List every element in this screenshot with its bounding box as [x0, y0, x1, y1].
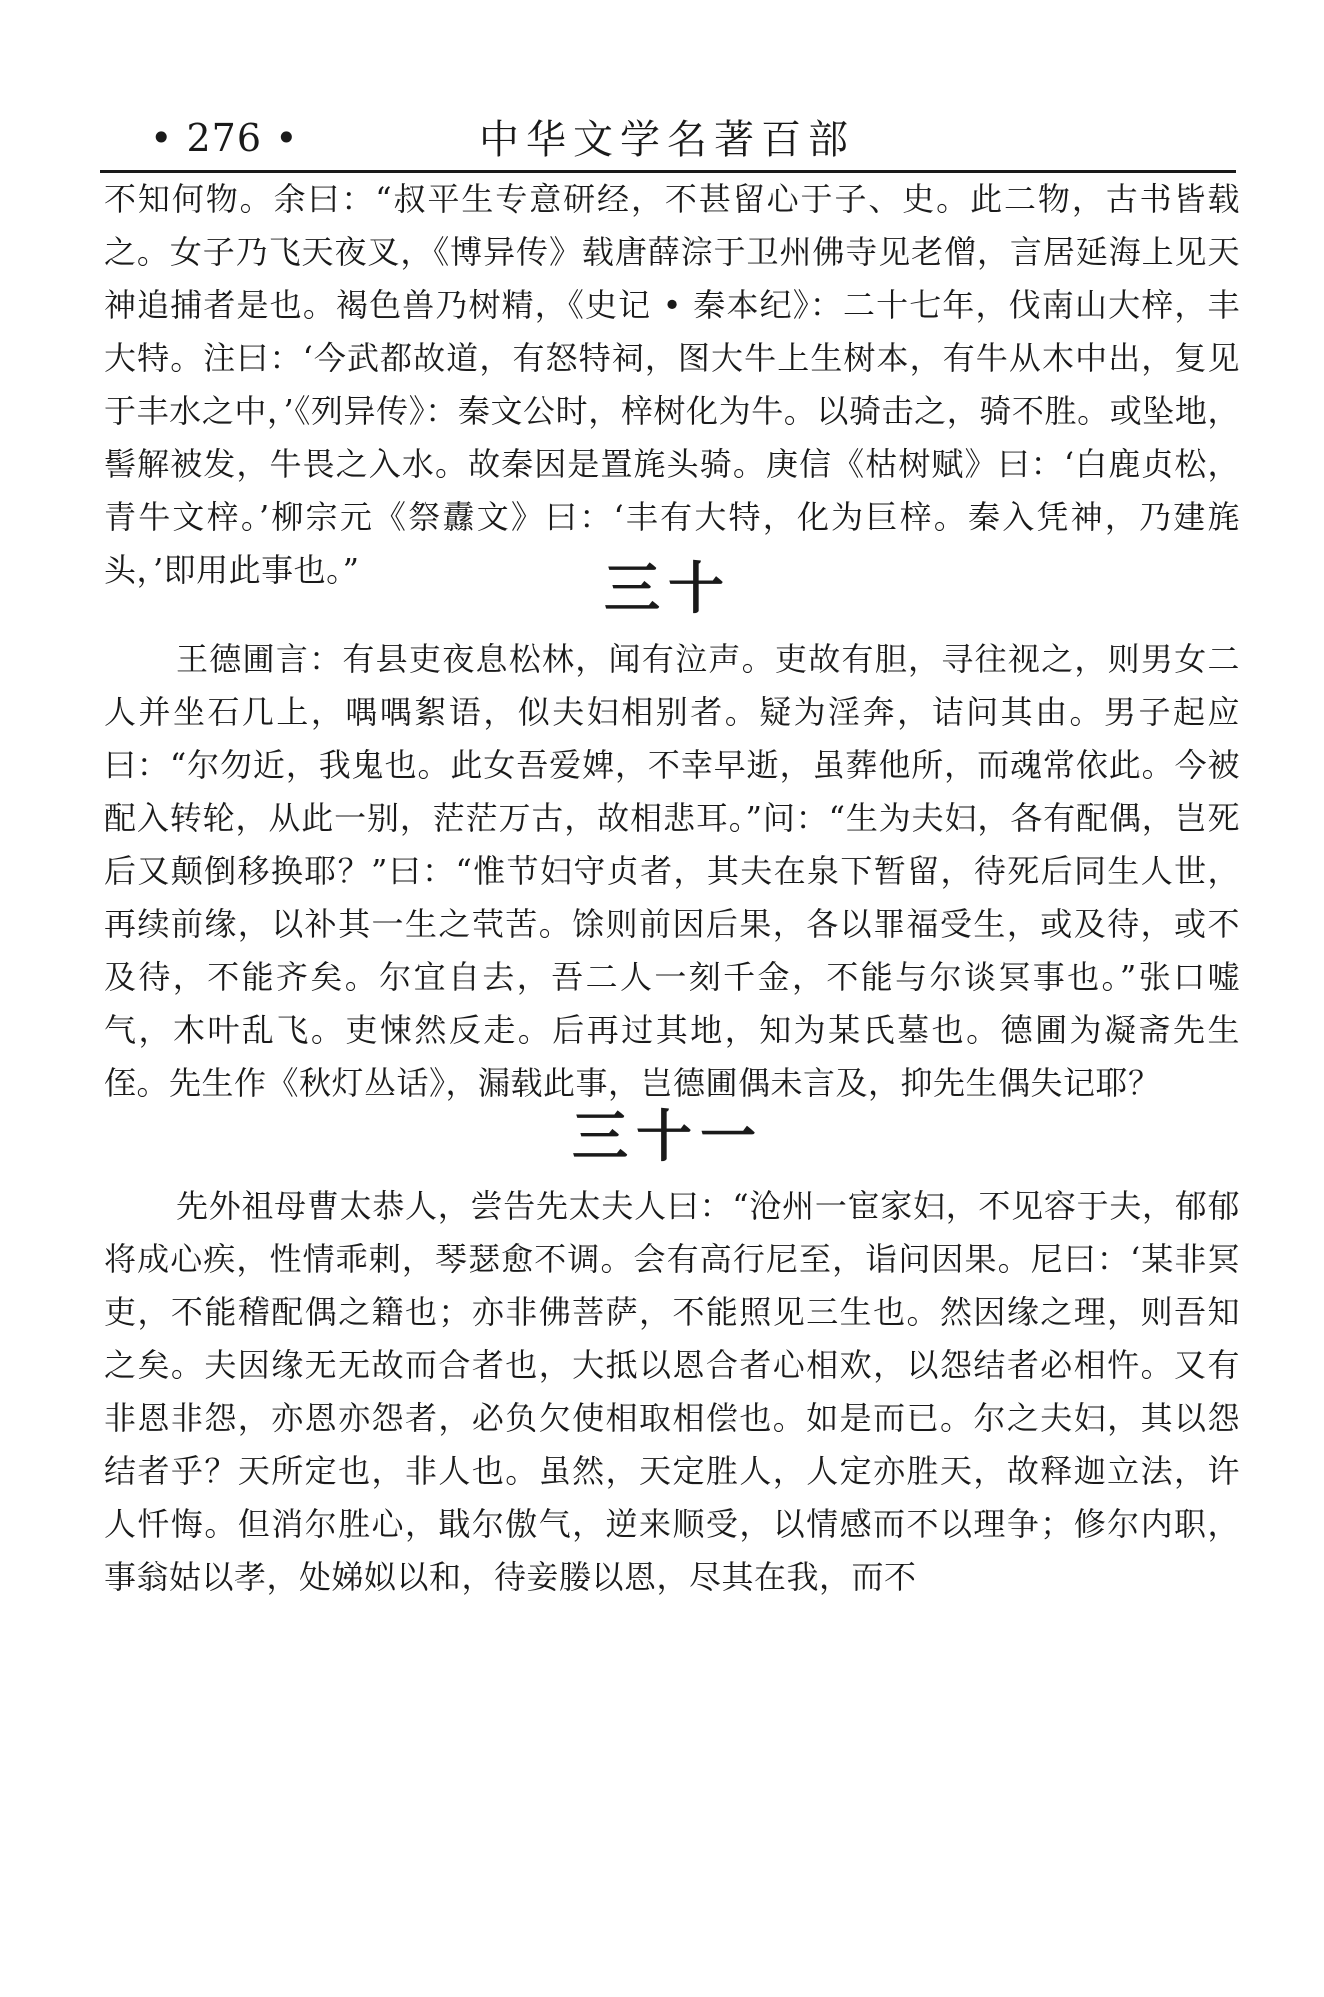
continued-paragraph: 不知何物。余曰：“叔平生专意研经，不甚留心于子、史。此二物，古书皆载之。女子乃飞天夜叉，《博异传》载唐薛淙于卫州佛寺见老僧，言居延海上见天神追捕者是也。褐色兽乃树精，《史记 • 秦本纪》：二十七年，伐南山大梓，丰大特。注曰：‘今武都故道，有怒特祠，图大牛上生树本，有牛从木中出，复见于丰水之中，’《列异传》：秦文公时，梓树化为牛。以骑击之，骑不胜。或坠地，髻解被发，牛畏之入水。故秦因是置旄头骑。庚信《枯树赋》曰：‘白鹿贞松，青牛文梓。’柳宗元《祭纛文》曰：‘丰有大特，化为巨梓。秦入凭神，乃建旄头，’即用此事也。”: [104, 180, 1240, 589]
section-heading-30: 三十: [604, 557, 732, 622]
section-31-paragraph: 先外祖母曹太恭人，尝告先太夫人曰：“沧州一宦家妇，不见容于夫，郁郁将成心疾，性情乖剌，琴瑟愈不调。会有高行尼至，诣问因果。尼曰：‘某非冥吏，不能稽配偶之籍也；亦非佛菩萨，不能照见三生也。然因缘之理，则吾知之矣。夫因缘无无故而合者也，大抵以恩合者心相欢，以怨结者必相忤。又有非恩非怨，亦恩亦怨者，必负欠使相取相偿也。如是而已。尔之夫妇，其以怨结者乎？天所定也，非人也。虽然，天定胜人，人定亦胜天，故释迦立法，许人忏悔。但消尔胜心，戢尔傲气，逆来顺受，以情感而不以理争；修尔内职，事翁姑以孝，处娣姒以和，待妾媵以恩，尽其在我，而不: [104, 1187, 1240, 1596]
section-31-text-block: [104, 1180, 1240, 1604]
running-title: 中华文学名著百部: [479, 117, 855, 163]
section-30-paragraph: 王德圃言：有县吏夜息松林，闻有泣声。吏故有胆，寻往视之，则男女二人并坐石几上，喁喁絮语，似夫妇相别者。疑为淫奔，诘问其由。男子起应曰：“尔勿近，我鬼也。此女吾爱婢，不幸早逝，虽葬他所，而魂常依此。今被配入转轮，从此一别，茫茫万古，故相悲耳。”问：“生为夫妇，各有配偶，岂死后又颠倒移换耶？”曰：“惟节妇守贞者，其夫在泉下暂留，待死后同生人世，再续前缘，以补其一生之茕苦。馀则前因后果，各以罪福受生，或及待，或不及待，不能齐矣。尔宜自去，吾二人一刻千金，不能与尔谈冥事也。”张口嘘气，木叶乱飞。吏悚然反走。后再过其地，知为某氏墓也。德圃为凝斋先生侄。先生作《秋灯丛话》，漏载此事，岂德圃偶未言及，抑先生偶失记耶？: [104, 640, 1240, 1102]
page-header: [100, 108, 1234, 168]
page-number: • 276 •: [150, 116, 299, 160]
continued-text-block: [104, 173, 1240, 597]
section-heading-31: 三十一: [572, 1105, 764, 1170]
section-30-text-block: [104, 633, 1240, 1110]
